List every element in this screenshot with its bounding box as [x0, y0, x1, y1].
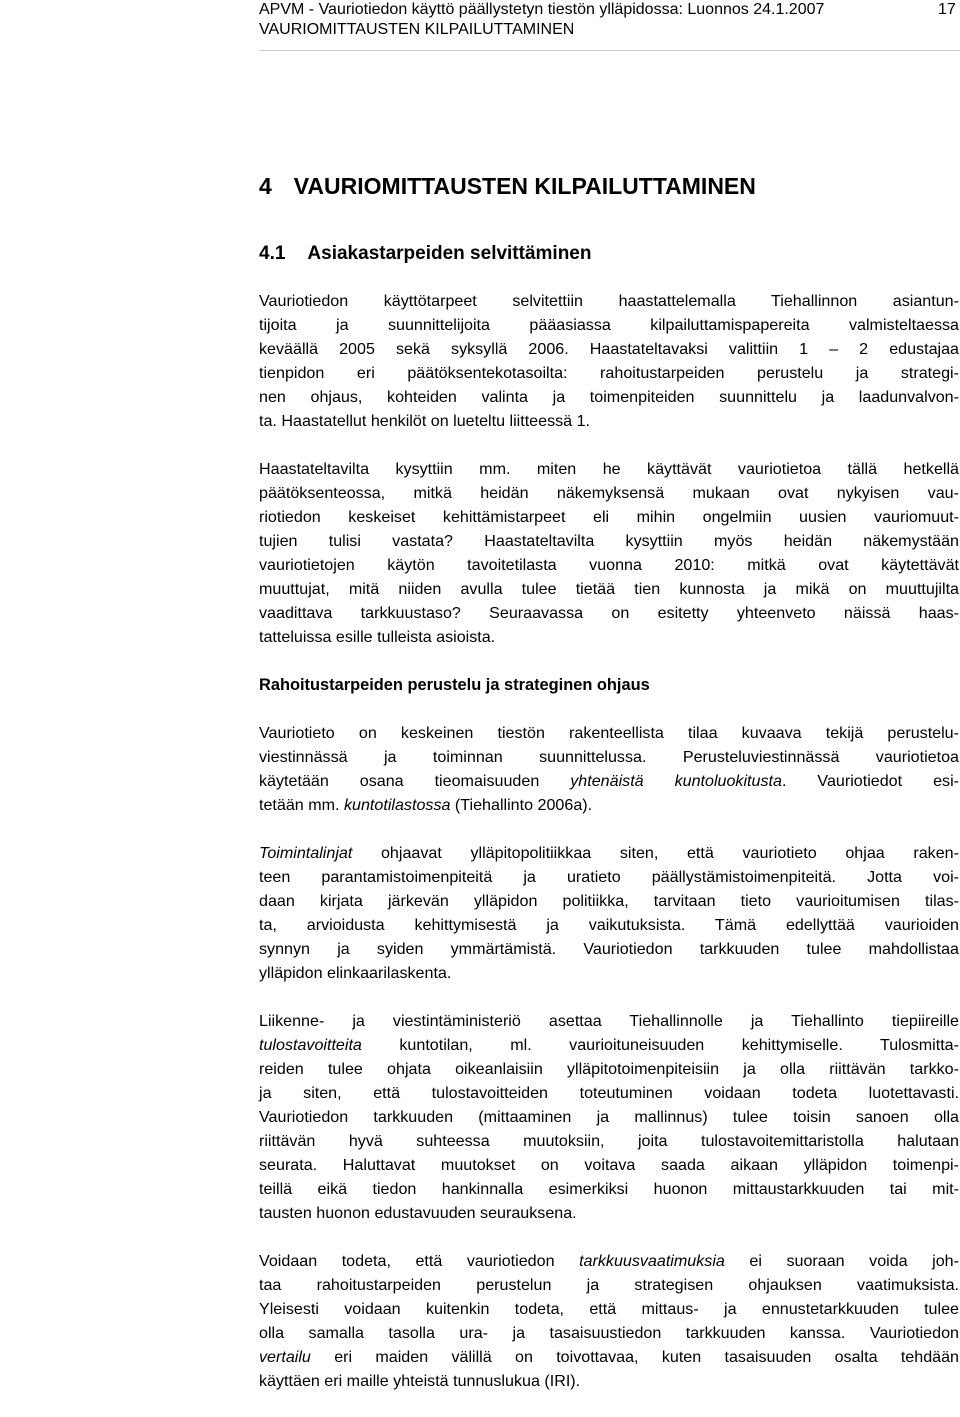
section-heading [259, 238, 960, 270]
text-line: nen ohjaus, kohteiden valinta ja toimenpiteiden suunnittelu ja laadunvalvon- [259, 388, 959, 406]
text-line: daan kirjata järkevän ylläpidon politiikka, tarvitaan tieto vaurioitumisen tilas- [259, 892, 959, 910]
paragraph-justification [259, 721, 959, 817]
paragraph-interviews [259, 289, 959, 433]
italic-term: vertailu [259, 1348, 311, 1366]
text-line: tujien tulisi vastata? Haastateltavilta kysyttiin myös heidän näkemystään [259, 532, 959, 550]
text-line [259, 1249, 959, 1273]
text-line: muuttujat, mitä niiden avulla tulee tietää tien kunnosta ja mikä on muuttujilta [259, 580, 959, 598]
text-line: vaadittava tarkkuustaso? Seuraavassa on esitetty yhteenveto näissä haas- [259, 604, 959, 622]
section-title: Asiakastarpeiden selvittäminen [307, 243, 592, 264]
italic-term: tulostavoitteita [259, 1036, 362, 1054]
chapter-title: VAURIOMITTAUSTEN KILPAILUTTAMINEN [293, 173, 756, 199]
paragraph-accuracy [259, 1249, 959, 1393]
text-line: päätöksenteossa, mitkä heidän näkemyksensä mukaan ovat nykyisen vau- [259, 484, 959, 502]
text-line: viestinnässä ja toiminnan suunnittelussa. Perusteluviestinnässä vauriotietoa [259, 748, 959, 766]
italic-term: yhtenäistä kuntoluokitusta [570, 772, 782, 790]
text-line: ta, arvioidusta kehittymisestä ja vaikutuksista. Tämä edellyttää vaurioiden [259, 916, 959, 934]
italic-term: Toimintalinjat [259, 844, 353, 862]
text-run: Voidaan todeta, että vauriotiedon [259, 1252, 580, 1270]
text-line: vauriotietojen käytön tavoitetilasta vuonna 2010: mitkä ovat käytettävät [259, 556, 959, 574]
text-line: seurata. Haluttavat muutokset on voitava saada aikaan ylläpidon toimenpi- [259, 1156, 959, 1174]
text-line: riittävän hyvä suhteessa muutoksiin, joita tulostavoitemittaristolla halutaan [259, 1132, 959, 1150]
text-line: tausten huonon edustavuuden seurauksena. [259, 1204, 577, 1222]
text-line: teillä eikä tiedon hankinnalla esimerkiksi huonon mittaustarkkuuden tai mit- [259, 1180, 959, 1198]
paragraph-questions [259, 457, 959, 649]
header-chapter-title: VAURIOMITTAUSTEN KILPAILUTTAMINEN [259, 21, 575, 38]
text-line: olla samalla tasolla ura- ja tasaisuustiedon tarkkuuden kanssa. Vauriotiedon [259, 1324, 959, 1342]
text-line: taa rahoitustarpeiden perustelun ja strategisen ohjauksen vaatimuksista. [259, 1276, 959, 1294]
text-run: kuntotilan, ml. vaurioituneisuuden kehittymiselle. Tulosmitta- [361, 1036, 959, 1054]
text-run: . Vauriotiedot esi- [781, 772, 960, 790]
text-line: Yleisesti voidaan kuitenkin todeta, että mittaus- ja ennustetarkkuuden tulee [259, 1300, 959, 1318]
body-text [259, 289, 959, 1417]
text-line: synnyn ja syiden ymmärtämistä. Vauriotiedon tarkkuuden tulee mahdollistaa [259, 940, 959, 958]
header-document-title: APVM - Vauriotiedon käyttö päällystetyn tiestön ylläpidossa: Luonnos 24.1.2007 [259, 1, 825, 18]
text-line [259, 1345, 959, 1369]
text-line: ta. Haastatellut henkilöt on lueteltu liitteessä 1. [259, 412, 591, 430]
text-line: tatteluissa esille tulleista asioista. [259, 628, 496, 646]
italic-term: tarkkuusvaatimuksia [579, 1252, 725, 1270]
text-line: tienpidon eri päätöksentekotasoilta: rahoitustarpeiden perustelu ja strategi- [259, 364, 959, 382]
text-line: reiden tulee ohjata oikeanlaisiin ylläpitotoimenpiteisiin ja olla riittävän tarkko- [259, 1060, 959, 1078]
text-line [259, 769, 959, 793]
italic-term: kuntotilastossa [343, 796, 451, 814]
text-run: ohjaavat ylläpitopolitiikkaa siten, että vauriotieto ohjaa raken- [352, 844, 959, 862]
text-line [259, 1033, 959, 1057]
section-number: 4.1 [259, 243, 286, 264]
text-run: ei suoraan voida joh- [724, 1252, 959, 1270]
text-line: Vauriotiedon käyttötarpeet selvitettiin haastattelemalla Tiehallinnon asiantun- [259, 292, 959, 310]
text-line: Vauriotiedon tarkkuuden (mittaaminen ja mallinnus) tulee toisin sanoen olla [259, 1108, 959, 1126]
text-line: ylläpidon elinkaarilaskenta. [259, 964, 452, 982]
paragraph-policy [259, 841, 959, 985]
text-line: Liikenne- ja viestintäministeriö asettaa Tiehallinnolle ja Tiehallinto tiepiireille [259, 1012, 959, 1030]
text-run: eri maiden välillä on toivottavaa, kuten tasaisuuden osalta tehdään [310, 1348, 959, 1366]
text-run: tetään mm. [259, 796, 344, 814]
text-line: tijoita ja suunnittelijoita pääasiassa kilpailuttamispapereita valmisteltaessa [259, 316, 959, 334]
text-line: käyttäen eri maille yhteistä tunnuslukua (IRI). [259, 1372, 581, 1390]
text-run: käytetään osana tieomaisuuden [259, 772, 571, 790]
chapter-number: 4 [259, 173, 272, 199]
text-line: ja siten, että tulostavoitteiden toteutuminen voidaan todeta luotettavasti. [259, 1084, 959, 1102]
text-line: Haastateltavilta kysyttiin mm. miten he käyttävät vauriotietoa tällä hetkellä [259, 460, 959, 478]
running-header [259, 0, 960, 51]
paragraph-targets [259, 1009, 959, 1225]
subheading: Rahoitustarpeiden perustelu ja strateginen ohjaus [259, 676, 650, 694]
text-line: keväällä 2005 sekä syksyllä 2006. Haastateltavaksi valittiin 1 – 2 edustajaa [259, 340, 959, 358]
chapter-heading [259, 168, 960, 204]
text-run: (Tiehallinto 2006a). [450, 796, 593, 814]
text-line: Vauriotieto on keskeinen tiestön rakenteellista tilaa kuvaava tekijä perustelu- [259, 724, 959, 742]
text-line [259, 793, 959, 817]
text-line: riotiedon keskeiset kehittämistarpeet eli mihin ongelmiin uusien vauriomuut- [259, 508, 959, 526]
text-line [259, 841, 959, 865]
page-number: 17 [938, 1, 956, 18]
text-line: teen parantamistoimenpiteitä ja uratieto päällystämistoimenpiteitä. Jotta voi- [259, 868, 959, 886]
